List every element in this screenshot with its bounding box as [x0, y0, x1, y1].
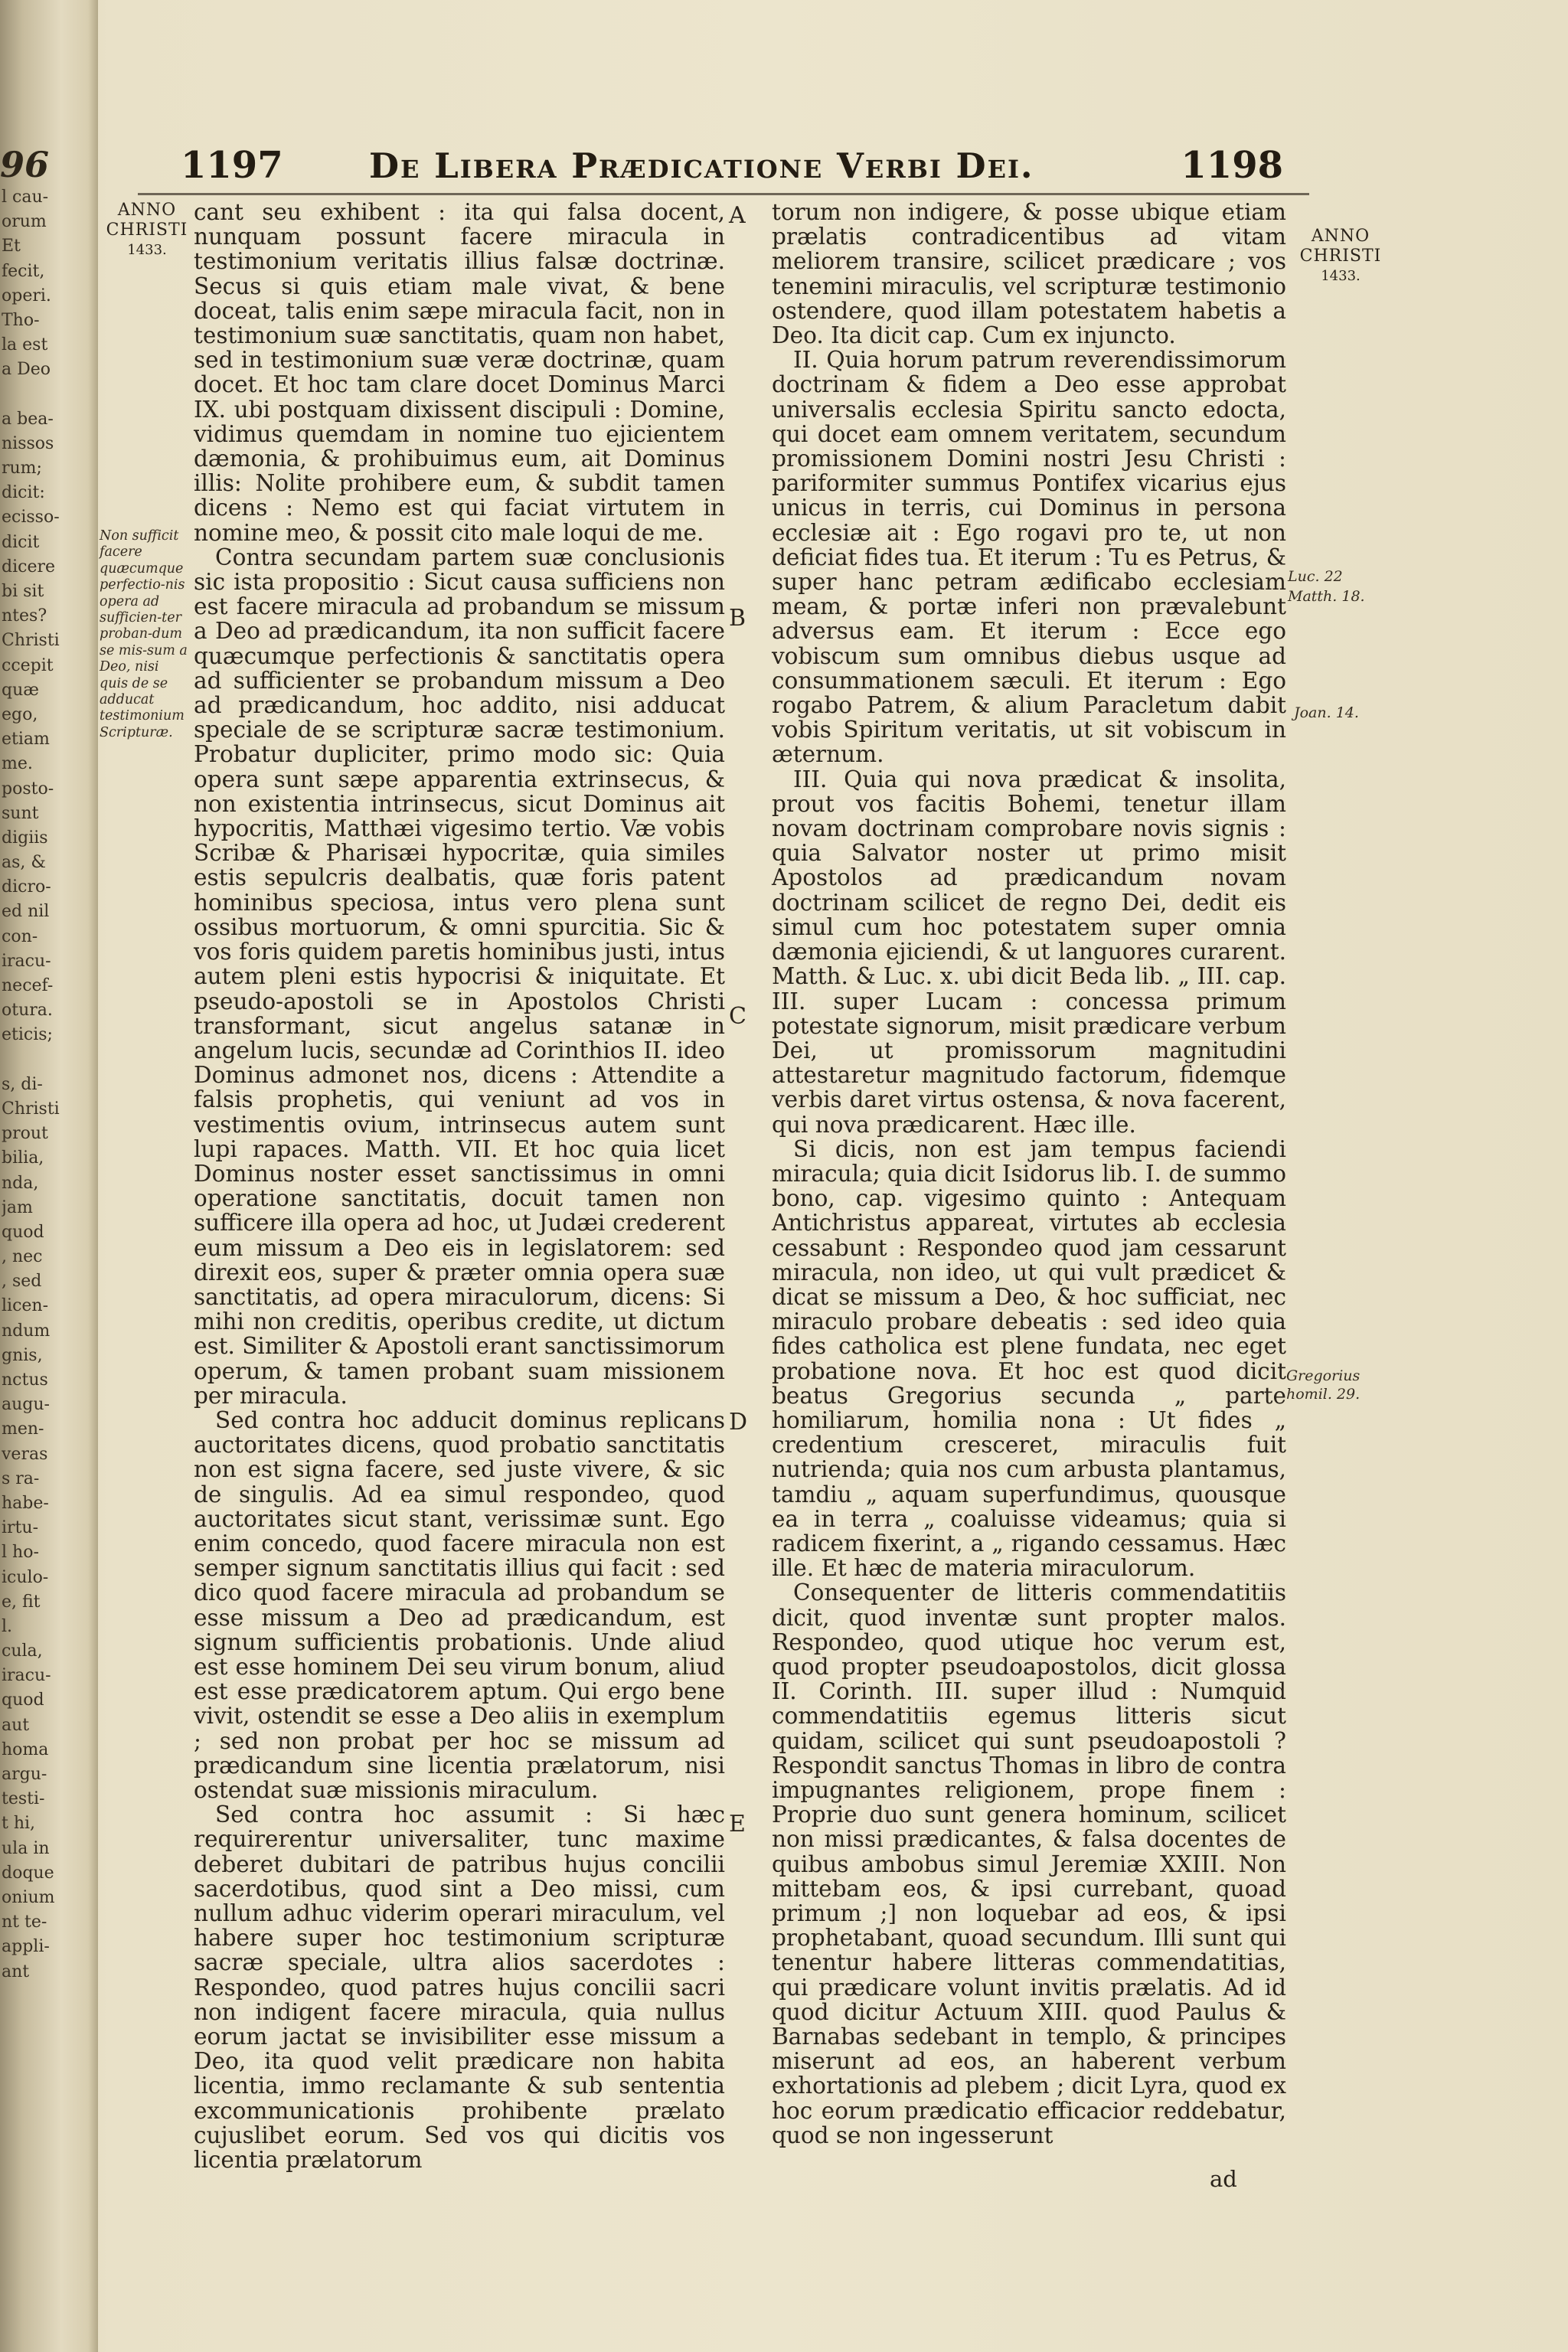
- section-letter-b: B: [729, 605, 746, 632]
- gutter-line: iracu-: [2, 951, 51, 971]
- gutter-line: l.: [2, 1616, 13, 1636]
- gutter-line: argu-: [2, 1765, 47, 1784]
- catchword: ad: [1210, 2166, 1237, 2192]
- gutter-line: digiis: [2, 828, 48, 848]
- gutter-line: onium: [2, 1887, 55, 1907]
- gutter-line: otura.: [2, 1001, 53, 1021]
- gutter-line: dicit:: [2, 483, 45, 503]
- gutter-line: Et: [2, 237, 21, 256]
- gutter-line: jam: [2, 1197, 33, 1217]
- gutter-line: ego,: [2, 704, 38, 724]
- anno-christi-right: [1295, 227, 1386, 286]
- christi-label: CHRISTI: [1299, 247, 1382, 266]
- sidenote-matthew: Matth. 18.: [1288, 588, 1365, 605]
- gutter-line: s, di-: [2, 1074, 43, 1094]
- previous-page-edge: [0, 0, 98, 2352]
- gutter-line: as, &: [2, 853, 46, 873]
- anno-label: ANNO: [1311, 227, 1370, 246]
- gutter-line: quod: [2, 1690, 44, 1710]
- running-title: De Libera Prædicatione Verbi Dei.: [369, 145, 1034, 186]
- gutter-line: [2, 383, 93, 407]
- gutter-line: bi sit: [2, 582, 44, 601]
- anno-year: 1433.: [127, 242, 167, 258]
- gutter-line: nctus: [2, 1370, 48, 1390]
- section-letter-a: A: [729, 202, 746, 229]
- gutter-line: a Deo: [2, 360, 51, 380]
- gutter-line: doque: [2, 1863, 54, 1883]
- gutter-line: Christi: [2, 631, 60, 651]
- section-letter-d: D: [729, 1409, 748, 1436]
- gutter-line: l ho-: [2, 1543, 39, 1563]
- gutter-line: prout: [2, 1124, 48, 1144]
- gutter-line: necef-: [2, 976, 54, 995]
- gutter-line: aut: [2, 1715, 30, 1735]
- gutter-line: sunt: [2, 803, 39, 823]
- sidenote-homily: homil. 29.: [1286, 1386, 1361, 1403]
- page-number-right: 1198: [1181, 144, 1283, 187]
- gutter-line: veras: [2, 1444, 48, 1464]
- gutter-line: Christi: [2, 1099, 60, 1119]
- gutter-line: quod: [2, 1222, 44, 1242]
- gutter-line: fecit,: [2, 261, 45, 281]
- gutter-line: orum: [2, 212, 47, 232]
- previous-page-number: 96: [0, 144, 50, 185]
- gutter-line: dicere: [2, 557, 55, 577]
- gutter-line: , nec: [2, 1247, 43, 1267]
- gutter-line: ed nil: [2, 902, 50, 922]
- gutter-line: iracu-: [2, 1666, 51, 1686]
- paragraph: II. Quia horum patrum reverendissimorum doctrinam & fidem a Deo esse approbat universalis ecclesia Spiritu sancto edocta, qui docet eam omnem veritatem, secundum promissionem Domini nostri Jesu Christi : pariformiter summus Pontifex vicarius ejus unicus in terris, cui Dominus in persona ecclesiæ ait : Ego rogavi pro te, ut non deficiat fides tua. Et iterum : Tu es Petrus, & super hanc petram ædificabo ecclesiam meam, & portæ inferi non prævalebunt adversus eam. Et iterum : Ecce ego vobiscum sum omnibus diebus usque ad consummationem sæculi. Et iterum : Ego rogabo Patrem, & alium Paracletum dabit vobis Spiritum veritatis, ut sit vobiscum in æternum.: [772, 347, 1286, 768]
- section-letter-c: C: [729, 1003, 746, 1030]
- gutter-line: nissos: [2, 433, 54, 453]
- gutter-line: l cau-: [2, 188, 49, 207]
- paragraph: Sed contra hoc assumit : Si hæc requirerentur universaliter, tunc maxime deberet dubitari de patribus hujus concilii sacerdotibus, quod sint a Deo missi, cum nullum adhuc viderim operari miraculum, vel habere super hoc testimonium scripturæ sacræ speciale, ultra alios sacerdotes : Respondeo, quod patres hujus concilii sacri non indigent facere miracula, quia nullus eorum jactat se invisibiliter esse missum a Deo, ita quod velit prædicare non habita licentia, immo reclamante & sub sententia excommunicationis prohibente prælato cujuslibet eorum. Sed vos qui dicitis vos licentia prælatorum: [194, 1802, 725, 2174]
- page-number-left: 1197: [181, 144, 283, 187]
- sidenote-gregory: Gregorius: [1286, 1367, 1361, 1384]
- anno-year: 1433.: [1321, 268, 1361, 284]
- gutter-line: men-: [2, 1419, 44, 1439]
- gutter-line: nda,: [2, 1173, 39, 1193]
- gutter-line: iculo-: [2, 1567, 49, 1587]
- gutter-line: t hi,: [2, 1814, 36, 1834]
- gutter-line: ula in: [2, 1838, 50, 1858]
- text-column-left: [194, 200, 725, 2172]
- gutter-line: ecisso-: [2, 508, 60, 528]
- gutter-line: ant: [2, 1962, 30, 1981]
- paragraph: torum non indigere, & posse ubique etiam prælatis contradicentibus ad vitam meliorem transire, scilicet prædicare ; vos tenemini miraculis, vel scripturæ testimonio ostendere, quod illam potestatem habetis a Deo. Ita dicit cap. Cum ex injuncto.: [772, 199, 1286, 349]
- gutter-line: con-: [2, 926, 38, 946]
- gutter-line: testi-: [2, 1789, 45, 1809]
- gutter-line: homa: [2, 1740, 49, 1759]
- paragraph: cant seu exhibent : ita qui falsa docent, nunquam possunt facere miracula in testimonium veritatis illius falsæ doctrinæ. Secus si quis etiam male vivat, & bene doceat, talis enim sæpe miracula facit, non in testimonium suæ sanctitatis, quam non habet, sed in testimonium suæ veræ doctrinæ, quam docet. Et hoc tam clare docet Dominus Marci IX. ubi postquam dixissent discipuli : Domine, vidimus quemdam in nomine tuo ejicientem dæmonia, & prohibuimus eum, ait Dominus illis: Nolite prohibere eum, & subdit tamen dicens : Nemo est qui faciat virtutem in nomine meo, & possit cito male loqui de me.: [194, 199, 725, 546]
- gutter-line: eticis;: [2, 1025, 53, 1045]
- gutter-line: la est: [2, 335, 48, 355]
- header-rule: [138, 193, 1309, 195]
- gutter-line: habe-: [2, 1493, 49, 1513]
- gutter-line: dicro-: [2, 877, 51, 897]
- anno-label: ANNO: [117, 201, 177, 220]
- gutter-line: dicit: [2, 532, 40, 552]
- previous-page-text-fragments: [2, 185, 93, 1984]
- paragraph: III. Quia qui nova prædicat & insolita, prout vos facitis Bohemi, tenetur illam novam doctrinam comprobare novis signis : quia Salvator noster ut primo misit Apostolos ad prædicandum novam doctrinam scilicet de regno Dei, dedit eis simul cum hoc potestatem super omnia dæmonia ejiciendi, & ut languores curarent. Matth. & Luc. x. ubi dicit Beda lib. „ III. cap. III. super Lucam : concessa primum potestate signorum, misit prædicare verbum Dei, ut promissorum magnitudini attestaretur magnitudo factorum, fidemque verbis daret virtus ostensa, & nova facerent, qui nova prædicarent. Hæc ille.: [772, 766, 1286, 1138]
- gutter-line: Tho-: [2, 310, 40, 330]
- sidenote-john: Joan. 14.: [1294, 704, 1359, 721]
- gutter-line: [2, 1048, 93, 1073]
- gutter-line: rum;: [2, 459, 42, 479]
- gutter-line: licen-: [2, 1296, 49, 1316]
- gutter-line: etiam: [2, 730, 50, 750]
- gutter-line: ntes?: [2, 606, 47, 626]
- text-column-right: [772, 200, 1286, 2148]
- sidenote-luke: Luc. 22: [1288, 568, 1343, 585]
- gutter-line: ccepit: [2, 655, 54, 675]
- section-letter-e: E: [729, 1811, 746, 1838]
- gutter-line: gnis,: [2, 1345, 43, 1365]
- gutter-line: augu-: [2, 1395, 50, 1415]
- paragraph: Si dicis, non est jam tempus faciendi miracula; quia dicit Isidorus lib. I. de summo bono, cap. vigesimo quinto : Antequam Antichristus appareat, virtutes ab ecclesia cessabunt : Respondeo quod jam cessarunt miracula, non ideo, ut qui vult prædicet & dicat se missum a Deo, & hoc sufficiat, nec miraculo probare debeatis : sed ideo quia fides catholica est plene fundata, nec eget probatione nova. Et hoc est quod dicit beatus Gregorius secunda „ parte homiliarum, homilia nona : Ut fides „ credentium cresceret, miraculis fuit nutrienda; quia nos cum arbusta plantamus, tamdiu „ aquam superfundimus, quousque ea in terra „ coaluisse videamus; quia si radicem fixerint, a „ rigando cessamus. Hæc ille. Et hæc de materia miraculorum.: [772, 1135, 1286, 1582]
- paragraph: Consequenter de litteris commendatitiis dicit, quod inventæ sunt propter malos. Respondeo, quod utique hoc verum est, quod propter pseudoapostolos, dicit glossa II. Corinth. III. super illud : Numquid commendatitiis egemus litteris sicut quidam, scilicet qui sunt pseudoapostoli ? Respondit sanctus Thomas in libro de contra impugnantes religionem, prope finem : Proprie duo sunt genera hominum, scilicet non missi prædicantes, & falsa docentes de quibus ambobus simul Jeremiæ XXIII. Non mittebam eos, & ipsi currebant, quoad primum ;] non loquebar ad eos, & ipsi prophetabant, quoad secundum. Illi sunt qui tenentur habere litteras commendatitias, qui prædicare volunt invitis prælatis. Ad id quod dicitur Actuum XIII. quod Paulus & Barnabas sedebant in templo, & principes miserunt ad eos, an haberent verbum exhortationis ad plebem ; dicit Lyra, quod ex hoc eorum prædicatio efficacior reddebatur, quod se non ingesserunt: [772, 1579, 1286, 2148]
- running-header: [181, 144, 1283, 198]
- paragraph: Contra secundam partem suæ conclusionis sic ista propositio : Sicut causa sufficiens non est facere miracula ad probandum se missum a Deo ad prædicandum, ita non sufficit facere quæcumque perfectionis & sanctitatis opera ad sufficienter se probandum missum a Deo ad prædicandum, hoc addito, nisi adducat speciale de se scripturæ sacræ testimonium. Probatur dupliciter, primo modo sic: Quia opera sunt sæpe apparentia extrinsecus, & non existentia intrinsecus, sicut Dominus ait hypocritis, Matthæi vigesimo tertio. Væ vobis Scribæ & Pharisæi hypocritæ, quia similes estis sepulcris dealbatis, quæ foris patent hominibus speciosa, intus vero plena sunt ossibus mortuorum, & omni spurcitia. Sic & vos foris quidem paretis hominibus justi, intus autem pleni estis hypocrisi & iniquitate. Et pseudo-apostoli se in Apostolos Christi transformant, sicut angelus satanæ in angelum lucis, secundæ ad Corinthios II. ideo Dominus admonet nos, dicens : Attendite a falsis prophetis, qui veniunt ad vos in vestimentis ovium, intrinsecus autem sunt lupi rapaces. Matth. VII. Et hoc quia licet Dominus noster esset sanctissimus in omni operatione sanctitatis, docuit tamen non sufficere illa opera ad hoc, ut Judæi crederent eum missum a Deo eis in legislatorem: sed direxit eos, super & præter omnia opera suæ sanctitatis, ad opera miraculorum, dicens: Si mihi non creditis, operibus credite, ut dictum est. Similiter & Apostoli erant sanctissimorum operum, & tamen probant suam missionem per miracula.: [194, 544, 725, 1409]
- gutter-line: ndum: [2, 1321, 51, 1341]
- gutter-line: me.: [2, 754, 33, 774]
- paragraph: Sed contra hoc adducit dominus replicans auctoritates dicens, quod probatio sanctitatis non est signa facere, sed juste vivere, & sic de singulis. Ad ea simul respondeo, quod auctoritates sicut stant, verissimæ sunt. Ego enim concedo, quod facere miracula non est semper signum sanctitatis illius qui facit : sed dico quod facere miracula ad probandum se esse missum a Deo ad prædicandum, est signum sufficientis probationis. Unde aliud est esse hominem Dei seu virum bonum, aliud est esse prædicatorem aptum. Qui ergo bene vivit, ostendit se esse a Deo aliis in exemplum ; sed non probat per hoc se missum ad prædicandum sine licentia prælatorum, nisi ostendat suæ missionis miraculum.: [194, 1406, 725, 1803]
- christi-label: CHRISTI: [106, 220, 188, 240]
- gutter-line: , sed: [2, 1272, 42, 1292]
- gutter-line: quæ: [2, 680, 39, 700]
- gutter-line: irtu-: [2, 1518, 38, 1538]
- anno-christi-left: [101, 201, 193, 260]
- gutter-line: bilia,: [2, 1148, 44, 1168]
- marginal-note-left: Non sufficit facere quæcumque perfectio-nis opera ad sufficien-ter proban-dum se mis-sum a Deo, nisi quis de se adducat testimonium Scripturæ.: [100, 528, 188, 740]
- gutter-line: cula,: [2, 1642, 43, 1661]
- gutter-line: s ra-: [2, 1468, 40, 1488]
- gutter-line: a bea-: [2, 409, 54, 429]
- gutter-line: posto-: [2, 779, 54, 799]
- gutter-line: appli-: [2, 1937, 50, 1957]
- gutter-line: operi.: [2, 286, 51, 305]
- gutter-line: nt te-: [2, 1913, 47, 1932]
- gutter-line: e, fit: [2, 1592, 41, 1612]
